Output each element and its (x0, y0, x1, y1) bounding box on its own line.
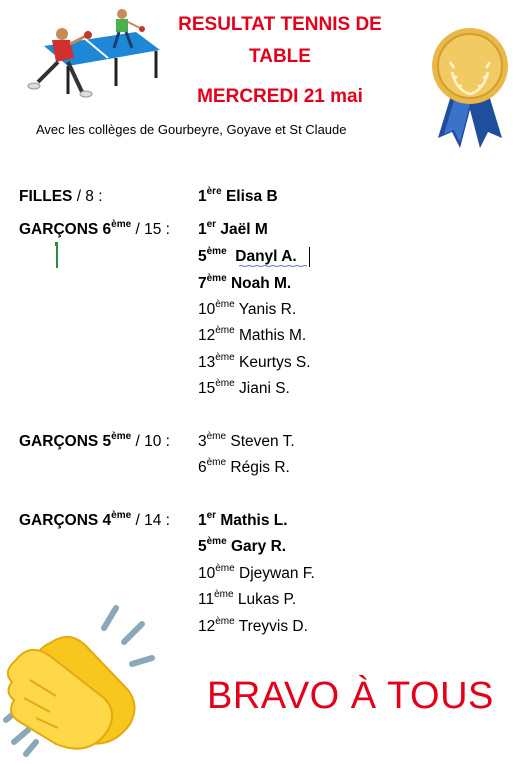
result-row: 6ème Régis R. (198, 457, 290, 476)
subtitle: Avec les collèges de Gourbeyre, Goyave et St Claude (36, 122, 347, 137)
page-title-line1: RESULTAT TENNIS DE (178, 14, 382, 35)
result-row: 5ème Danyl A. (198, 246, 297, 265)
category-name: FILLES (19, 188, 73, 205)
clapping-hands-icon (0, 602, 160, 762)
result-row: 12ème Mathis M. (198, 325, 307, 344)
category-name: GARÇONS 5 (19, 433, 112, 450)
page-title-line2: TABLE (249, 46, 311, 67)
category-count: / 8 : (72, 188, 103, 205)
category-count: / 14 : (131, 512, 170, 529)
category-garcons-5: GARÇONS 5ème / 10 : (19, 431, 170, 450)
category-count: / 10 : (131, 433, 170, 450)
result-row: 1er Jaël M (198, 219, 268, 238)
gold-medal-icon (430, 22, 510, 154)
result-row: 10ème Yanis R. (198, 299, 297, 318)
category-name: GARÇONS 4 (19, 512, 112, 529)
result-row: 5ème Gary R. (198, 536, 287, 555)
spellcheck-underline (239, 265, 307, 267)
table-tennis-players-icon (16, 6, 162, 102)
category-filles (19, 188, 103, 206)
category-name: GARÇONS 6 (19, 221, 112, 238)
category-garcons-6: GARÇONS 6ème / 15 : (19, 219, 170, 238)
category-count: / 15 : (131, 221, 170, 238)
event-date: MERCREDI 21 mai (197, 86, 363, 107)
result-row: 11ème Lukas P. (198, 589, 297, 608)
result-row: 13ème Keurtys S. (198, 352, 311, 371)
result-row: 1er Mathis L. (198, 510, 288, 529)
bravo-text: BRAVO À TOUS (207, 675, 494, 717)
result-row: 3ème Steven T. (198, 431, 295, 450)
result-row: 10ème Djeywan F. (198, 563, 315, 582)
green-text-marker (55, 242, 58, 268)
result-row: 15ème Jiani S. (198, 378, 290, 397)
result-row: 7ème Noah M. (198, 273, 292, 292)
result-row: 1ère Elisa B (198, 186, 278, 205)
category-garcons-4: GARÇONS 4ème / 14 : (19, 510, 170, 529)
result-row: 12ème Treyvis D. (198, 616, 308, 635)
text-cursor[interactable] (309, 247, 310, 267)
